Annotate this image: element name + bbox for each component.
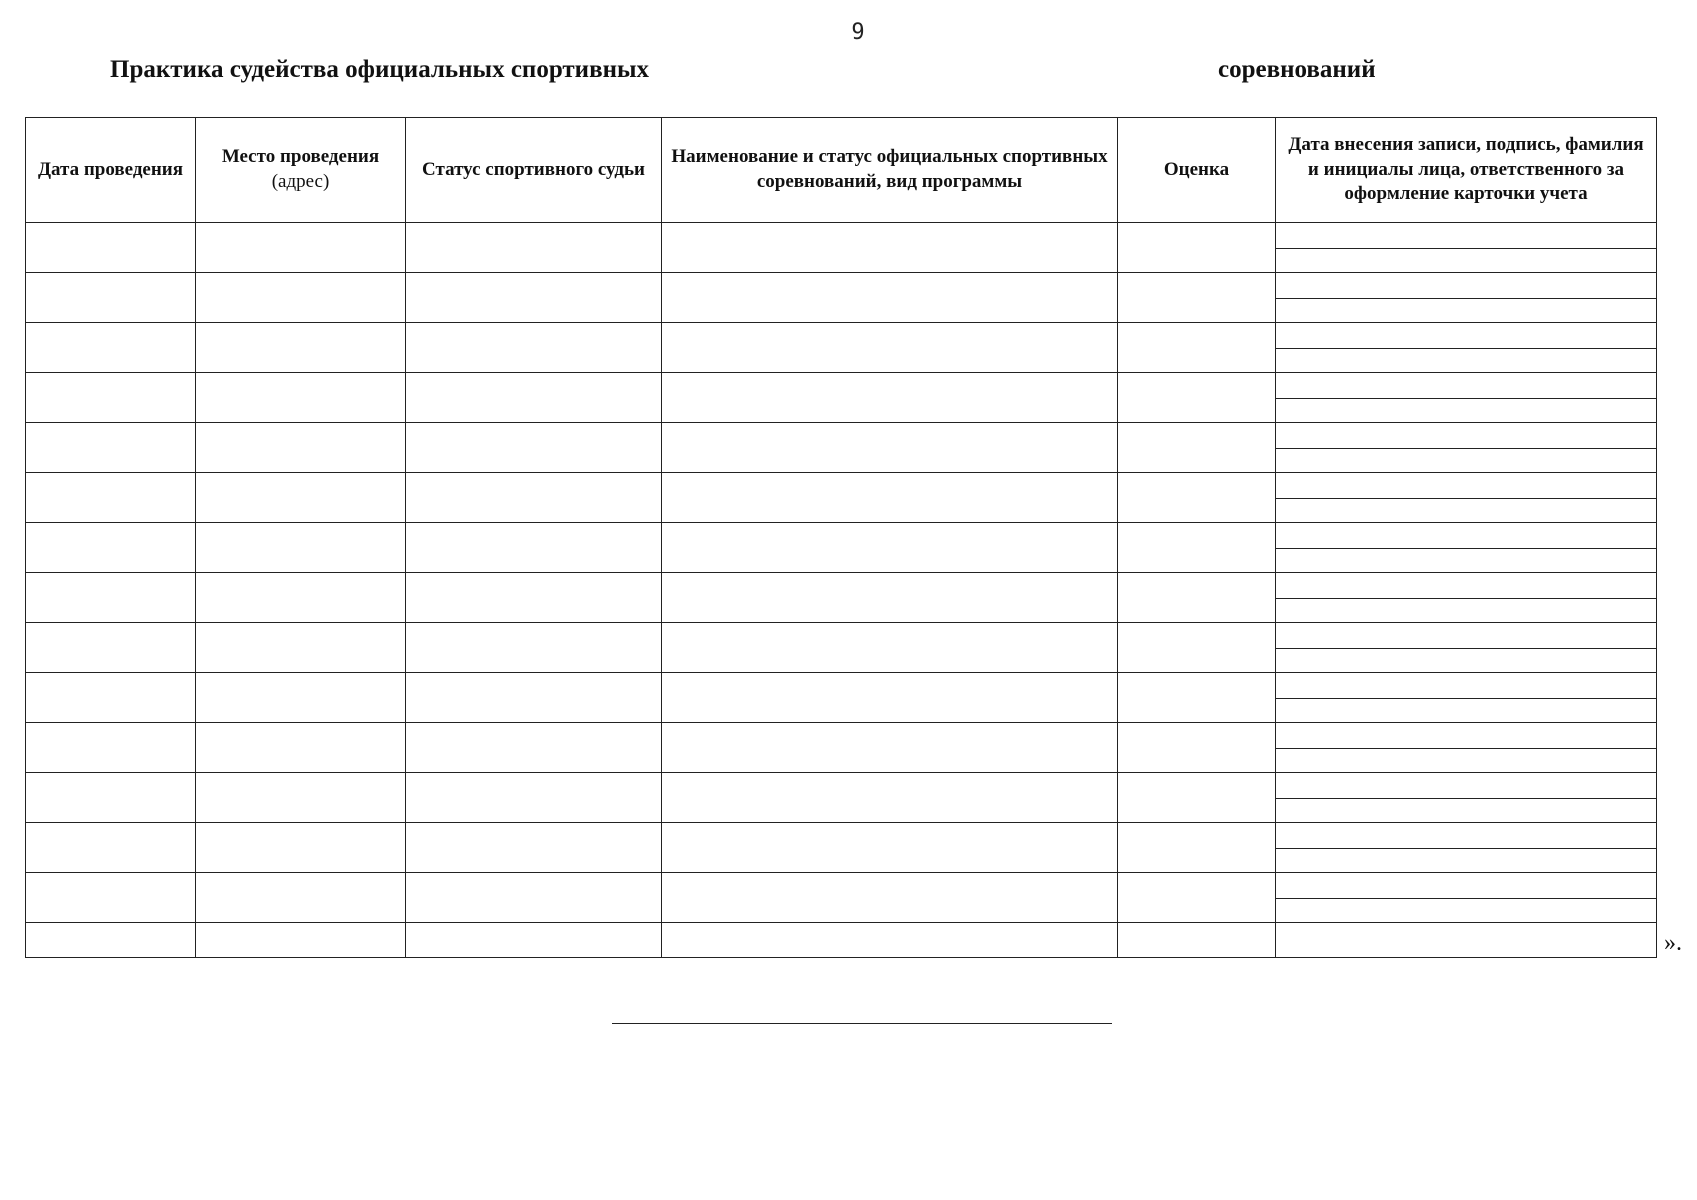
table-row (26, 873, 1657, 923)
table-cell[interactable] (662, 373, 1118, 423)
table-cell[interactable] (1276, 923, 1657, 958)
table-cell[interactable] (1276, 473, 1657, 523)
table-cell[interactable] (196, 523, 406, 573)
signature-divider-line (1276, 898, 1656, 899)
table-cell[interactable] (26, 473, 196, 523)
signature-divider-line (1276, 848, 1656, 849)
table-cell[interactable] (662, 673, 1118, 723)
table-cell[interactable] (1118, 923, 1276, 958)
table-cell[interactable] (406, 223, 662, 273)
table-cell[interactable] (26, 723, 196, 773)
table-row (26, 273, 1657, 323)
header-place (196, 118, 406, 223)
table-cell[interactable] (1118, 323, 1276, 373)
table-cell[interactable] (1118, 223, 1276, 273)
table-cell[interactable] (662, 823, 1118, 873)
table-cell[interactable] (662, 923, 1118, 958)
table-cell[interactable] (196, 923, 406, 958)
table-cell[interactable] (1118, 623, 1276, 673)
table-cell[interactable] (196, 573, 406, 623)
table-cell[interactable] (1118, 723, 1276, 773)
table-cell[interactable] (406, 323, 662, 373)
table-row (26, 723, 1657, 773)
table-cell[interactable] (1276, 273, 1657, 323)
signature-underline (612, 1023, 1112, 1024)
header-date (26, 118, 196, 223)
table-cell[interactable] (196, 673, 406, 723)
header-competition-name (662, 118, 1118, 223)
header-place-sublabel: (адрес) (271, 171, 330, 192)
table-cell[interactable] (406, 673, 662, 723)
table-cell[interactable] (406, 923, 662, 958)
table-cell[interactable] (26, 573, 196, 623)
table-cell[interactable] (662, 573, 1118, 623)
table-row (26, 423, 1657, 473)
header-grade (1118, 118, 1276, 223)
table-cell[interactable] (406, 623, 662, 673)
table-cell[interactable] (26, 373, 196, 423)
header-referee-status-label: Статус спортивного судьи (422, 158, 645, 180)
table-cell[interactable] (1118, 773, 1276, 823)
table-cell[interactable] (1276, 823, 1657, 873)
table-cell[interactable] (406, 473, 662, 523)
closing-quote: ». (1664, 930, 1682, 956)
signature-divider-line (1276, 398, 1656, 399)
table-cell[interactable] (406, 573, 662, 623)
table-row (26, 523, 1657, 573)
header-date-label: Дата проведения (37, 158, 184, 180)
table-cell[interactable] (1276, 623, 1657, 673)
table-cell[interactable] (26, 773, 196, 823)
page-number: 9 (851, 20, 865, 45)
signature-divider-line (1276, 748, 1656, 749)
table-cell[interactable] (1276, 873, 1657, 923)
table-cell[interactable] (26, 673, 196, 723)
table-cell[interactable] (1276, 373, 1657, 423)
header-record-entry-label: Дата внесения записи, подпись, фамилия и инициалы лица, ответственного за оформление карточки учета (1288, 133, 1644, 205)
table-cell[interactable] (662, 273, 1118, 323)
table-cell[interactable] (1118, 523, 1276, 573)
table-cell[interactable] (196, 873, 406, 923)
table-cell[interactable] (196, 773, 406, 823)
table-cell[interactable] (196, 723, 406, 773)
table-cell[interactable] (406, 373, 662, 423)
table-row (26, 773, 1657, 823)
table-cell[interactable] (1118, 573, 1276, 623)
table-cell[interactable] (1118, 473, 1276, 523)
table-cell[interactable] (1276, 573, 1657, 623)
table-cell[interactable] (196, 373, 406, 423)
table-header-row (26, 118, 1657, 223)
header-grade-label: Оценка (1163, 158, 1230, 180)
table-row (26, 623, 1657, 673)
signature-divider-line (1276, 798, 1656, 799)
table-cell[interactable] (406, 873, 662, 923)
section-title-right: соревнований (1218, 56, 1376, 83)
table-body (26, 223, 1657, 958)
table-row (26, 223, 1657, 273)
header-referee-status (406, 118, 662, 223)
table-cell[interactable] (406, 423, 662, 473)
table-cell[interactable] (26, 323, 196, 373)
table-cell[interactable] (1276, 723, 1657, 773)
table-cell[interactable] (196, 323, 406, 373)
table-cell[interactable] (1118, 823, 1276, 873)
table-cell[interactable] (1276, 673, 1657, 723)
table-cell[interactable] (406, 273, 662, 323)
table-cell[interactable] (406, 723, 662, 773)
table-cell[interactable] (196, 623, 406, 673)
table-row (26, 473, 1657, 523)
table-cell[interactable] (662, 723, 1118, 773)
table-cell[interactable] (662, 473, 1118, 523)
table-cell[interactable] (1118, 873, 1276, 923)
table-cell[interactable] (1276, 323, 1657, 373)
table-cell[interactable] (26, 823, 196, 873)
signature-divider-line (1276, 698, 1656, 699)
table-cell[interactable] (26, 273, 196, 323)
judging-practice-table (25, 117, 1657, 958)
signature-divider-line (1276, 498, 1656, 499)
table-cell[interactable] (662, 623, 1118, 673)
table-cell[interactable] (1276, 223, 1657, 273)
table-cell[interactable] (662, 323, 1118, 373)
table-cell[interactable] (196, 273, 406, 323)
signature-divider-line (1276, 598, 1656, 599)
table-cell[interactable] (406, 823, 662, 873)
table-row-final (26, 923, 1657, 958)
table-row (26, 673, 1657, 723)
table-cell[interactable] (662, 423, 1118, 473)
table-cell[interactable] (196, 223, 406, 273)
table-cell[interactable] (406, 773, 662, 823)
table-cell[interactable] (1118, 373, 1276, 423)
table-cell[interactable] (1276, 773, 1657, 823)
table-cell[interactable] (662, 773, 1118, 823)
signature-divider-line (1276, 548, 1656, 549)
table-row (26, 573, 1657, 623)
table-cell[interactable] (662, 873, 1118, 923)
table-cell[interactable] (196, 423, 406, 473)
table-cell[interactable] (662, 523, 1118, 573)
table-cell[interactable] (26, 873, 196, 923)
header-competition-name-label: Наименование и статус официальных спортивных соревнований, вид программы (671, 146, 1108, 192)
header-place-label: Место проведения (221, 146, 380, 168)
table-cell[interactable] (406, 523, 662, 573)
table-cell[interactable] (1276, 423, 1657, 473)
table-row (26, 323, 1657, 373)
signature-divider-line (1276, 248, 1656, 249)
table-cell[interactable] (1118, 673, 1276, 723)
table-cell[interactable] (1276, 523, 1657, 573)
table-cell[interactable] (1118, 273, 1276, 323)
table-cell[interactable] (26, 523, 196, 573)
signature-divider-line (1276, 648, 1656, 649)
table-cell[interactable] (662, 223, 1118, 273)
signature-divider-line (1276, 348, 1656, 349)
table-cell[interactable] (26, 423, 196, 473)
header-record-entry (1276, 118, 1657, 223)
table-cell[interactable] (196, 473, 406, 523)
table-cell[interactable] (1118, 423, 1276, 473)
table-cell[interactable] (26, 223, 196, 273)
table-cell[interactable] (26, 623, 196, 673)
section-title-left: Практика судейства официальных спортивных (110, 56, 650, 83)
signature-divider-line (1276, 298, 1656, 299)
table-row (26, 823, 1657, 873)
table-row (26, 373, 1657, 423)
table-cell[interactable] (26, 923, 196, 958)
table-cell[interactable] (196, 823, 406, 873)
signature-divider-line (1276, 448, 1656, 449)
